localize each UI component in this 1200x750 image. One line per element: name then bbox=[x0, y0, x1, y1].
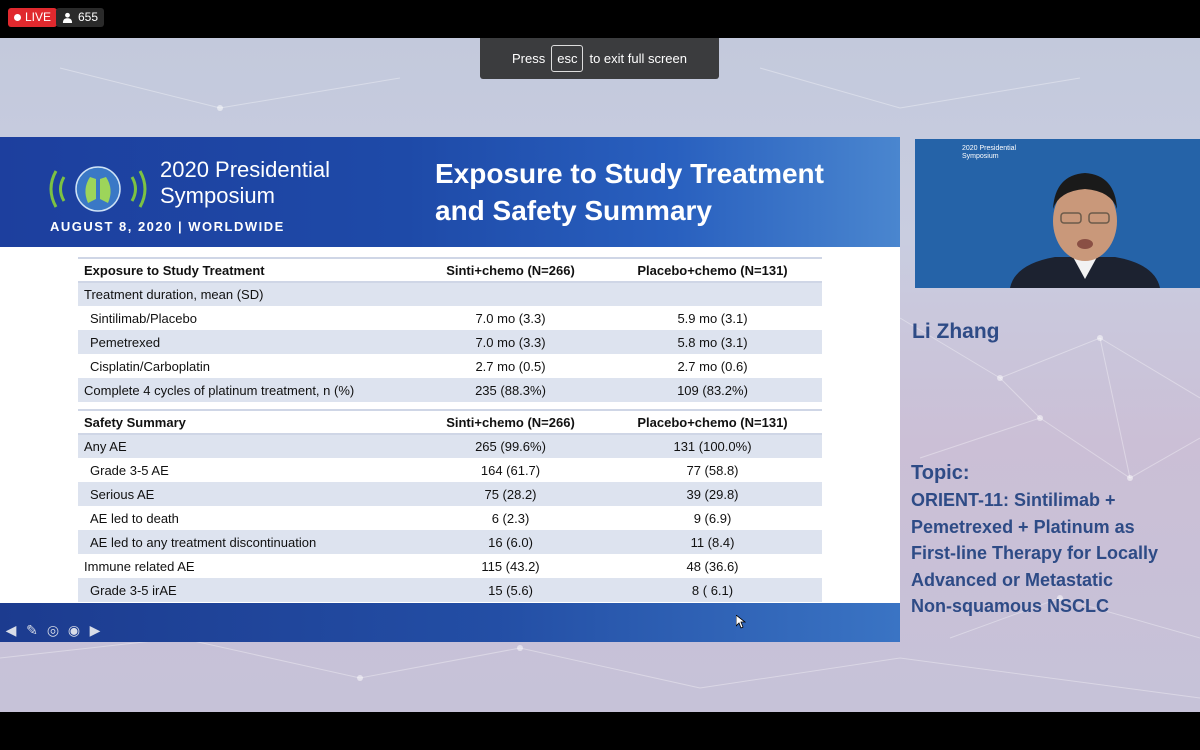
table-header: Exposure to Study Treatment bbox=[78, 258, 418, 282]
table-cell: 131 (100.0%) bbox=[603, 434, 822, 458]
camera-header-line1: 2020 Presidential bbox=[962, 145, 1017, 152]
table-row bbox=[78, 306, 822, 330]
table-row bbox=[78, 578, 822, 602]
symposium-title-line2: Symposium bbox=[160, 183, 275, 208]
table-cell: Immune related AE bbox=[84, 558, 195, 574]
camera-header-text bbox=[962, 145, 1016, 161]
speaker-portrait-icon bbox=[915, 139, 1200, 288]
slide-title-line2: and Safety Summary bbox=[435, 195, 712, 226]
topic-line: Non-squamous NSCLC bbox=[911, 596, 1109, 616]
table-cell: 7.0 mo (3.3) bbox=[418, 330, 603, 354]
table-cell: AE led to any treatment discontinuation bbox=[78, 530, 418, 554]
table-cell: Any AE bbox=[78, 434, 418, 458]
table-cell: 75 (28.2) bbox=[418, 482, 603, 506]
speaker-name: Li Zhang bbox=[912, 320, 1000, 343]
table-cell: Complete 4 cycles of platinum treatment, n (%) bbox=[78, 378, 418, 402]
table-row bbox=[78, 378, 822, 402]
table-cell: 77 (58.8) bbox=[686, 462, 739, 478]
table-cell: Treatment duration, mean (SD) bbox=[78, 282, 418, 306]
table-cell: 39 (29.8) bbox=[603, 482, 822, 506]
table-cell: 5.9 mo (3.1) bbox=[677, 310, 748, 326]
table-cell: Grade 3-5 AE bbox=[90, 462, 169, 478]
table-cell: 6 (2.3) bbox=[491, 510, 530, 526]
exposure-table bbox=[78, 257, 822, 402]
viewer-count: 655 bbox=[78, 10, 99, 24]
slide-footer bbox=[0, 603, 900, 642]
table-header: Safety Summary bbox=[78, 410, 418, 434]
slides-icon[interactable]: ◎ bbox=[46, 622, 60, 638]
bottom-bar bbox=[0, 712, 1200, 750]
table-cell: Cisplatin/Carboplatin bbox=[90, 358, 210, 374]
viewer-count-badge[interactable] bbox=[56, 8, 104, 27]
table-row bbox=[78, 554, 822, 578]
table-header: Placebo+chemo (N=131) bbox=[603, 410, 822, 434]
table-header: Placebo+chemo (N=131) bbox=[603, 258, 822, 282]
table-cell: 109 (83.2%) bbox=[603, 378, 822, 402]
symposium-title bbox=[160, 157, 330, 209]
next-slide-icon[interactable]: ▶ bbox=[89, 622, 101, 638]
table-cell bbox=[418, 282, 603, 306]
table-cell: Pemetrexed bbox=[78, 330, 418, 354]
table-row bbox=[78, 458, 822, 482]
table-cell: Grade 3-5 irAE bbox=[78, 578, 418, 602]
toast-suffix: to exit full screen bbox=[589, 51, 687, 66]
table-cell: Serious AE bbox=[78, 482, 418, 506]
table-header-row bbox=[78, 258, 822, 282]
table-row bbox=[78, 282, 822, 306]
slide-header bbox=[0, 137, 900, 247]
table-header: Sinti+chemo (N=266) bbox=[418, 410, 603, 434]
previous-slide-icon[interactable]: ◀ bbox=[5, 622, 17, 638]
table-row bbox=[78, 434, 822, 458]
topic-line: Pemetrexed + Platinum as bbox=[911, 516, 1135, 537]
live-dot-icon bbox=[14, 14, 21, 21]
table-row bbox=[78, 530, 822, 554]
table-cell: 2.7 mo (0.6) bbox=[677, 358, 748, 374]
symposium-title-line1: 2020 Presidential bbox=[160, 157, 331, 182]
table-cell: 11 (8.4) bbox=[603, 530, 822, 554]
table-row bbox=[78, 330, 822, 354]
topic-text bbox=[911, 487, 1197, 620]
slide-title-line1: Exposure to Study Treatment bbox=[435, 158, 824, 189]
presentation-slide bbox=[0, 137, 900, 642]
symposium-logo-icon bbox=[42, 159, 154, 219]
table-cell: 16 (6.0) bbox=[418, 530, 603, 554]
table-row bbox=[78, 482, 822, 506]
table-cell: 5.8 mo (3.1) bbox=[603, 330, 822, 354]
table-cell: Sintilimab/Placebo bbox=[90, 310, 197, 326]
table-cell: 15 (5.6) bbox=[418, 578, 603, 602]
live-label: LIVE bbox=[25, 10, 52, 24]
table-header-row bbox=[78, 410, 822, 434]
person-icon bbox=[62, 12, 73, 23]
esc-key[interactable]: esc bbox=[551, 45, 583, 72]
exit-fullscreen-toast bbox=[480, 38, 719, 79]
table-cell: 235 (88.3%) bbox=[418, 378, 603, 402]
table-cell: 48 (36.6) bbox=[686, 558, 739, 574]
pen-icon[interactable]: ✎ bbox=[26, 622, 38, 638]
topic-line: ORIENT-11: Sintilimab + bbox=[911, 490, 1116, 510]
camera-header-line2: Symposium bbox=[962, 153, 999, 160]
toast-prefix: Press bbox=[511, 51, 546, 66]
menu-icon[interactable]: ◉ bbox=[67, 622, 81, 638]
topic-line: Advanced or Metastatic bbox=[911, 569, 1114, 590]
topic-label: Topic: bbox=[911, 462, 970, 484]
slide-title bbox=[435, 155, 824, 229]
speaker-video[interactable] bbox=[915, 139, 1200, 288]
topic-line: First-line Therapy for Locally bbox=[911, 543, 1159, 563]
table-cell: 115 (43.2) bbox=[481, 558, 540, 574]
table-cell bbox=[603, 282, 822, 306]
table-row bbox=[78, 506, 822, 530]
symposium-date: AUGUST 8, 2020 | WORLDWIDE bbox=[50, 219, 285, 234]
live-badge bbox=[8, 8, 57, 27]
table-header: Sinti+chemo (N=266) bbox=[418, 258, 603, 282]
top-bar bbox=[0, 0, 1200, 38]
table-cell: AE led to death bbox=[90, 510, 179, 526]
table-cell: 265 (99.6%) bbox=[418, 434, 603, 458]
table-cell: 8 ( 6.1) bbox=[603, 578, 822, 602]
table-cell: 7.0 mo (3.3) bbox=[475, 310, 546, 326]
slide-nav-controls bbox=[2, 621, 104, 639]
table-cell: 2.7 mo (0.5) bbox=[475, 358, 546, 374]
table-row bbox=[78, 354, 822, 378]
table-cell: 9 (6.9) bbox=[693, 510, 732, 526]
safety-table bbox=[78, 409, 822, 602]
mouse-cursor-icon bbox=[736, 615, 746, 629]
table-cell: 164 (61.7) bbox=[480, 462, 541, 478]
